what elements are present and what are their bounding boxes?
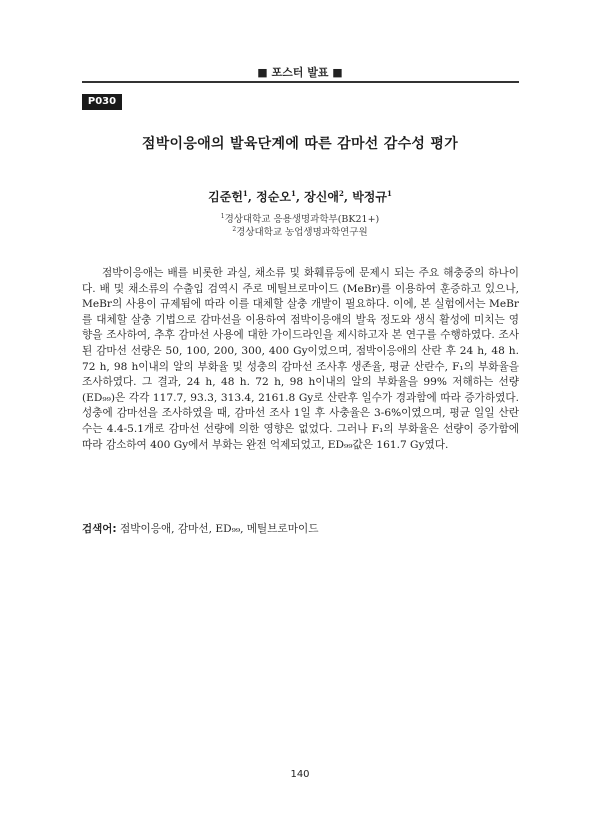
author-name: 정순오 bbox=[256, 190, 291, 204]
author-name: 박정규 bbox=[352, 190, 387, 204]
affiliation bbox=[0, 224, 600, 238]
header-divider bbox=[82, 81, 519, 83]
author-list bbox=[0, 188, 600, 205]
author-affiliation-mark: 1 bbox=[290, 189, 296, 198]
author-affiliation-mark: 2 bbox=[338, 189, 344, 198]
section-label: ■ 포스터 발표 ■ bbox=[257, 66, 343, 79]
affiliation-text: 경상대학교 응용생명과학부(BK21+) bbox=[224, 214, 380, 225]
affiliation-mark: 2 bbox=[232, 225, 237, 233]
author-affiliation-mark: 1 bbox=[386, 189, 392, 198]
author-separator: , bbox=[343, 190, 353, 204]
affiliation-text: 경상대학교 농업생명과학연구원 bbox=[236, 227, 368, 238]
affiliation bbox=[0, 211, 600, 225]
abstract-paragraph: 점박이응애는 배를 비롯한 과실, 채소류 및 화훼류등에 문제시 되는 주요 해충중의 하나이다. 배 및 채소류의 수출입 검역시 주로 메틸브로마이드 (MeBr)를 이용하여 훈증하고 있으나, MeBr의 사용이 규제됨에 따라 이를 대체할 살충 개발이 필요하다. 이에, 본 실험에서는 MeBr를 대체할 살충 기법으로 감마선을 이용하여 점박이응애의 발육 정도와 생식 활성에 미치는 영향을 조사하여, 추후 감마선 사용에 대한 가이드라인을 제시하고자 본 연구를 수행하였다. 조사된 감마선 선량은 50, 100, 200, 300, 400 Gy이었으며, 점박이응애의 산란 후 24 h, 48 h. 72 h, 98 h이내의 알의 부화율 및 성충의 감마선 조사후 생존율, 평균 산란수, F₁의 부화율을 조사하였다. 그 결과, 24 h, 48 h. 72 h, 98 h이내의 알의 부화율을 99% 저해하는 선량(ED₉₉)은 각각 117.7, 93.3, 313.4, 2161.8 Gy로 산란후 일수가 경과함에 따라 증가하였다. 성충에 감마선을 조사하였을 때, 감마선 조사 1일 후 사충율은 3-6%이였으며, 평균 일일 산란수는 4.4-5.1개로 감마선 선량에 의한 영향은 없었다. 그러나 F₁의 부화율은 선량이 증가함에 따라 감소하여 400 Gy에서 부화는 완전 억제되었고, ED₉₉값은 161.7 Gy였다. bbox=[82, 267, 520, 451]
affiliation-mark: 1 bbox=[220, 212, 225, 220]
author-name: 김준헌 bbox=[208, 190, 243, 204]
author-name: 장신애 bbox=[304, 190, 339, 204]
keywords-line bbox=[82, 522, 519, 537]
abstract-body bbox=[82, 266, 519, 453]
author-affiliation-mark: 1 bbox=[242, 189, 248, 198]
page-number: 140 bbox=[290, 769, 310, 780]
keywords-label: 검색어: bbox=[82, 523, 117, 535]
paper-title: 점박이응애의 발육단계에 따른 감마선 감수성 평가 bbox=[141, 136, 459, 152]
presentation-code-badge: P030 bbox=[82, 94, 122, 110]
author-separator: , bbox=[295, 190, 305, 204]
author-separator: , bbox=[247, 190, 257, 204]
keywords-text: 점박이응애, 감마선, ED₉₉, 메틸브로마이드 bbox=[120, 523, 319, 535]
